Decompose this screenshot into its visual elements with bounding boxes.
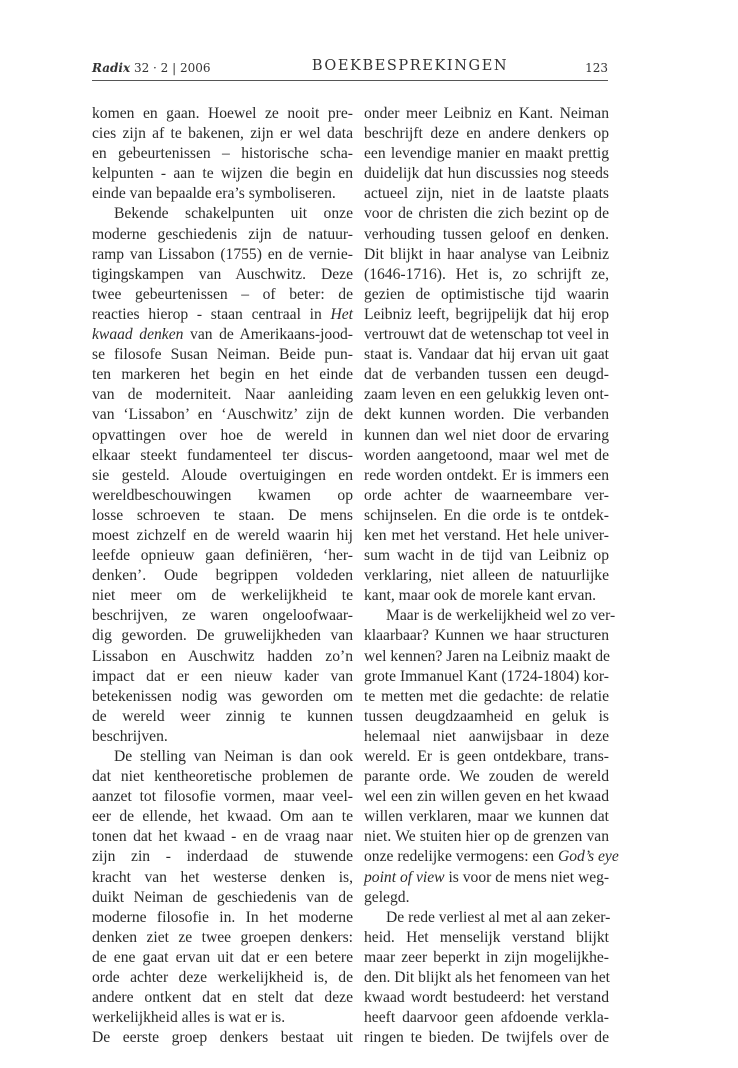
text-line: en gebeurtenissen – historische scha- xyxy=(92,145,353,163)
text-line: moest zichzelf en de wereld waarin hij xyxy=(92,526,353,544)
text-line: helemaal niet aanwijsbaar in deze xyxy=(364,727,609,745)
text-line: einde van bepaalde era’s symboliseren. xyxy=(92,185,336,203)
text-line: elkaar steekt fundamenteel ter discus- xyxy=(92,446,353,464)
text-line: dat de verbanden tussen een deugd- xyxy=(364,366,609,384)
text-line: tigingskampen van Auschwitz. Deze xyxy=(92,265,353,283)
journal-name: Radix xyxy=(92,61,131,75)
text-line: denken’. Oude begrippen voldeden xyxy=(92,567,353,585)
text-line: dekt kunnen worden. Die verbanden xyxy=(364,406,609,424)
text-line: De eerste groep denkers bestaat uit xyxy=(92,1029,353,1047)
text-line: worden aangetoond, maar wel met de xyxy=(364,446,609,464)
text-line: kelpunten - aan te wijzen die begin en xyxy=(92,165,353,183)
text-line: grote Immanuel Kant (1724-1804) kor- xyxy=(364,667,609,685)
text-line: willen verklaren, maar we kunnen dat xyxy=(364,808,609,826)
text-line: vertrouwt dat de wetenschap tot veel in xyxy=(364,326,610,344)
text-line: se filosofe Susan Neiman. Beide pun- xyxy=(92,346,353,364)
text-line: wereld. Er is geen ontdekbare, trans- xyxy=(364,748,609,765)
text-line: moderne filosofie in. In het moderne xyxy=(92,908,353,926)
text-line: leefde opnieuw gaan definiëren, ‘her- xyxy=(92,547,353,565)
text-line: heeft daarvoor geen afdoende verkla- xyxy=(364,1009,609,1027)
text-line: gelegd. xyxy=(364,888,410,906)
text-line: beschrijft deze en andere denkers op xyxy=(364,125,609,143)
text-line: ten markeren het begin en het einde xyxy=(92,366,353,384)
text-segment: is voor de mens niet weg- xyxy=(444,868,610,886)
text-line: te metten met die gedachte: de relatie xyxy=(364,687,609,705)
text-line: Dit blijkt in haar analyse van Leibniz xyxy=(364,245,609,263)
text-line: tonen dat het kwaad - en de vraag naar xyxy=(92,828,353,846)
book-title-italic: Het xyxy=(330,305,353,323)
text-line: de wereld weer zinnig te kunnen xyxy=(92,707,353,725)
text-line: wel een zin willen geven en het kwaad xyxy=(364,788,609,806)
text-line: kant, maar ook de morele kant ervan. xyxy=(364,587,597,605)
text-line: klaarbaar? Kunnen we haar structuren xyxy=(364,627,609,645)
text-line: cies zijn af te bakenen, zijn er wel data xyxy=(92,125,353,143)
paragraph-start-line: De stelling van Neiman is dan ook xyxy=(114,748,353,765)
italic-phrase: point of view xyxy=(364,868,445,886)
text-line: staat is. Vandaar dat hij ervan uit gaat xyxy=(364,346,609,364)
text-segment: van de Amerikaans-jood- xyxy=(183,326,353,344)
text-line: orde achter de waarneembare ver- xyxy=(364,486,609,504)
text-line: tussen deugdzaamheid en geluk is xyxy=(364,707,609,725)
text-line: orde achter deze werkelijkheid is, de xyxy=(92,969,353,987)
text-line: werkelijkheid alles is wat er is. xyxy=(92,1009,286,1027)
text-line: eer de ellende, het kwaad. Om aan te xyxy=(92,808,353,826)
text-line: denken ziet ze twee groepen denkers: xyxy=(92,928,353,946)
text-line: beschrijven, ze waren ongeloofwaar- xyxy=(92,607,353,625)
text-line: sum wacht in de tijd van Leibniz op xyxy=(364,547,609,565)
text-line: van de moderniteit. Naar aanleiding xyxy=(92,386,353,404)
text-line: ken met het verstand. Het hele univer- xyxy=(364,526,609,544)
text-line: beschrijven. xyxy=(92,727,168,745)
paragraph-start-line: Maar is de werkelijkheid wel zo ver- xyxy=(386,607,616,625)
text-line: twee gebeurtenissen – of beter: de xyxy=(92,285,353,303)
text-line: heid. Het menselijk verstand blijkt xyxy=(364,928,609,946)
text-line: zaam leven en een gelukkig leven ont- xyxy=(364,386,609,404)
text-line: wel kennen? Jaren na Leibniz maakt de xyxy=(364,647,610,665)
text-line: onder meer Leibniz en Kant. Neiman xyxy=(364,105,609,122)
text-line: wereldbeschouwingen kwamen op xyxy=(92,486,353,504)
text-line: van ‘Lissabon’ en ‘Auschwitz’ zijn de xyxy=(92,406,353,424)
text-line: aanzet tot filosofie vormen, maar veel- xyxy=(92,788,353,806)
text-line: maar zeer beperkt in zijn mogelijkhe- xyxy=(364,948,609,966)
text-line: ramp van Lissabon (1755) en de vernie- xyxy=(92,245,353,263)
text-line: ringen te bieden. De twijfels over de xyxy=(364,1029,609,1047)
text-line: de ene gaat ervan uit dat er een betere xyxy=(92,948,353,966)
text-line: moderne geschiedenis zijn de natuur- xyxy=(92,225,353,243)
text-line: komen en gaan. Hoewel ze nooit pre- xyxy=(92,105,353,122)
text-line: voor de christen die zich bezint op de xyxy=(364,205,609,223)
text-line: kwaad wordt bestudeerd: het verstand xyxy=(364,989,609,1007)
text-segment: onze redelijke vermogens: een xyxy=(364,848,558,866)
text-line: niet. We stuiten hier op de grenzen van xyxy=(364,828,609,846)
text-line xyxy=(92,305,353,325)
text-line: kunnen dan wel niet door de ervaring xyxy=(364,426,609,444)
volume-issue: 32 · 2 | 2006 xyxy=(133,61,211,75)
text-segment: reacties hierop - staan centraal in xyxy=(92,305,331,323)
text-line: impact dat er een nieuw kader van xyxy=(92,667,353,685)
text-line: Lissabon en Auschwitz hadden zo’n xyxy=(92,647,353,665)
running-head xyxy=(92,58,608,81)
text-line: sie gesteld. Aloude overtuigingen en xyxy=(92,466,353,484)
text-line: verklaring, niet alleen de natuurlijke xyxy=(364,567,609,585)
text-line: losse schroeven te staan. De mens xyxy=(92,506,353,524)
text-line: duidelijk dat hun discussies nog steeds xyxy=(364,165,609,183)
text-line: betekenissen nodig was geworden om xyxy=(92,687,353,705)
text-line: dig geworden. De gruwelijkheden van xyxy=(92,627,353,645)
text-line xyxy=(92,325,353,345)
text-line: kracht van het westerse denken is, xyxy=(92,868,353,886)
text-line: rede worden ontdekt. Er is immers een xyxy=(364,466,609,484)
text-line: schijnselen. En die orde is te ontdek- xyxy=(364,506,609,524)
text-line: duikt Neiman de geschiedenis van de xyxy=(92,888,353,906)
text-line: (1646-1716). Het is, zo schrijft ze, xyxy=(364,265,609,283)
section-title: BOEKBESPREKINGEN xyxy=(311,58,509,74)
text-line xyxy=(364,847,619,867)
text-line: gezien de optimistische tijd waarin xyxy=(364,285,609,303)
text-line: Leibniz leeft, begrijpelijk dat hij erop xyxy=(364,305,609,323)
right-text-column xyxy=(364,104,619,1048)
page-number: 123 xyxy=(585,61,608,75)
book-title-italic: kwaad denken xyxy=(92,326,184,344)
left-text-column xyxy=(92,104,353,1048)
text-line: zijn zin - inderdaad de stuwende xyxy=(92,848,353,866)
text-line: den. Dit blijkt als het fenomeen van het xyxy=(364,969,610,987)
paragraph-start-line: De rede verliest al met al aan zeker- xyxy=(386,908,611,926)
text-line xyxy=(364,868,609,888)
text-line: andere ontkent dat en stelt dat deze xyxy=(92,989,353,1007)
italic-phrase: God’s eye xyxy=(557,848,619,866)
text-line: verhouding tussen geloof en denken. xyxy=(364,225,609,243)
text-line: actueel zijn, niet in de laatste plaats xyxy=(364,185,609,203)
text-line: niet meer om de werkelijkheid te xyxy=(92,587,353,605)
paragraph-start-line: Bekende schakelpunten uit onze xyxy=(114,205,353,223)
text-line: een levendige manier en maakt prettig xyxy=(364,145,609,163)
text-line: parante orde. We zouden de wereld xyxy=(364,768,609,786)
text-line: opvattingen over hoe de wereld in xyxy=(92,426,353,444)
text-line: dat niet kentheoretische problemen de xyxy=(92,768,353,786)
